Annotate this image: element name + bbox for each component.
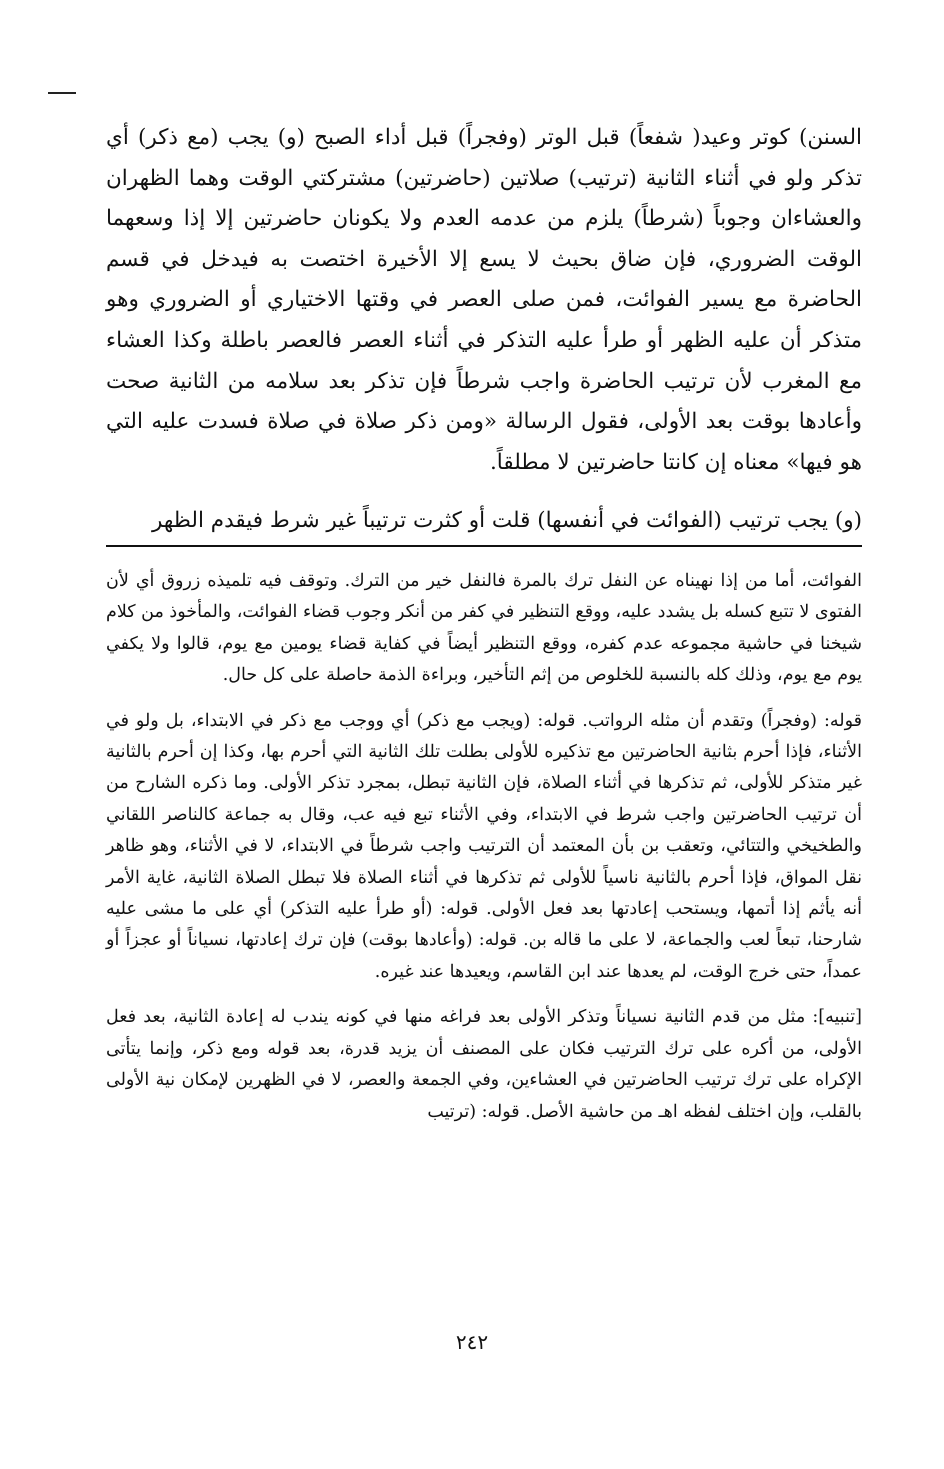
footnote-paragraph: [تنبيه]: مثل من قدم الثانية نسياناً وتذكر الأولى بعد فراغه منها في كونه يندب له إعادة الثانية، بعد فعل الأولى، من أكره على ترك الترتيب فكان على المصنف أن يزيد قدرة، بعد قوله ومع ذكر، وإنما يتأتى الإكراه على ترك ترتيب الحاضرتين في العشاءين، وفي الجمعة والعصر، لا في الظهرين لإمكان نية الأولى بالقلب، وإن اختلف لفظه اهـ من حاشية الأصل. قوله: (ترتيب (106, 1007, 862, 1122)
footnote-paragraph: قوله: (وفجراً) وتقدم أن مثله الرواتب. قوله: (ويجب مع ذكر) أي ووجب مع ذكر في الابتداء، بل ولو في الأثناء، فإذا أحرم بثانية الحاضرتين مع تذكيره للأولى بطلت تلك الثانية التي أحرم بها، وكذا إن أحرم بالثانية غير متذكر للأولى، ثم تذكرها في أثناء الصلاة، فإن الثانية تبطل، بمجرد تذكر الأولى. وما ذكره الشارح من أن ترتيب الحاضرتين واجب شرط في الابتداء، وفي الأثناء تبع فيه عب، وقال به جماعة كالناصر اللقاني والطخيخي والتتائي، وتعقب بن بأن المعتمد أن الترتيب واجب شرطاً في الابتداء، لا في الأثناء، وهو ظاهر نقل المواق، فإذا أحرم بالثانية ناسياً للأولى ثم تذكرها في أثناء الصلاة فلا تبطل الصلاة الثانية، غاية الأمر أنه يأثم إذا أتمها، ويستحب إعادتها بعد فعل الأولى. قوله: (أو طرأ عليه التذكر) أي على ما مشى عليه شارحنا، تبعاً لعب والجماعة، لا على ما قاله بن. قوله: (وأعادها بوقت) فإن ترك إعادتها، نسياناً أو عجزاً أو عمداً، حتى خرج الوقت، لم يعدها عند ابن القاسم، ويعيدها عند غيره. (106, 710, 862, 982)
footnote-separator (106, 545, 862, 547)
main-paragraph: (و) يجب ترتيب (الفوائت في أنفسها) قلت أو كثرت ترتيباً غير شرط فيقدم الظهر (151, 508, 862, 534)
footnotes (106, 566, 862, 1128)
margin-mark (48, 92, 76, 94)
footnote-paragraph: الفوائت، أما من إذا نهيناه عن النفل ترك بالمرة فالنفل خير من الترك. وتوقف فيه تلميذه زروق أي لأن الفتوى لا تتبع كسله بل يشدد عليه، ووقع التنظير في كفر من أنكر وجوب قضاء الفوائت، والمأخوذ من كلام شيخنا في حاشية مجموعه عدم كفره، ووقع التنظير أيضاً في كفاية قضاء يومين مع يوم، قالوا ولا يكفي يوم مع يوم، وذلك كله بالنسبة للخلوص من إثم التأخير، وبراءة الذمة حاصلة على كل حال. (106, 571, 862, 686)
page-number: ٢٤٢ (455, 1330, 489, 1354)
main-paragraph: السنن) كوتر وعيد( شفعاً) قبل الوتر (وفجراً) قبل أداء الصبح (و) يجب (مع ذكر) أي تذكر ولو في أثناء الثانية (ترتيب) صلاتين (حاضرتين) مشتركتي الوقت وهما الظهران والعشاءان وجوباً (شرطاً) يلزم من عدمه العدم ولا يكونان حاضرتين إلا إذا وسعهما الوقت الضروري، فإن ضاق بحيث لا يسع إلا الأخيرة اختصت به فيدخل في قسم الحاضرة مع يسير الفوائت، فمن صلى العصر في وقتها الاختياري أو الضروري وهو متذكر أن عليه الظهر أو طرأ عليه التذكر في أثناء العصر فالعصر باطلة وكذا العشاء مع المغرب لأن ترتيب الحاضرة واجب شرطاً فإن تذكر بعد سلامه من الثانية صحت وأعادها بوقت بعد الأولى، فقول الرسالة «ومن ذكر صلاة في صلاة فسدت عليه التي هو فيها» معناه إن كانتا حاضرتين لا مطلقاً. (106, 125, 862, 475)
main-text (106, 118, 862, 542)
